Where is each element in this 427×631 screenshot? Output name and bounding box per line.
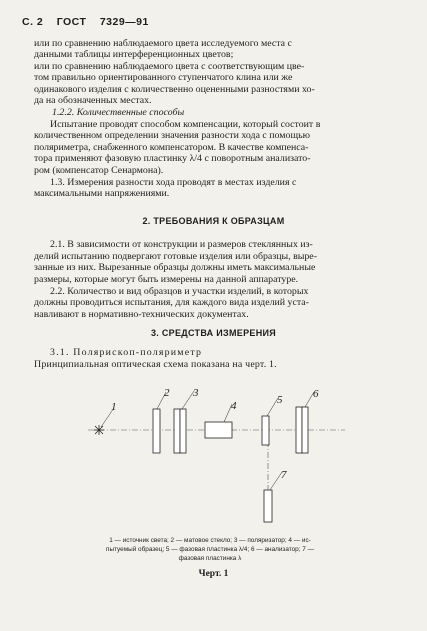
label-2: 2: [164, 387, 170, 399]
intro-line-2: данными таблицы интерференционных цветов;: [34, 49, 234, 60]
label-4: 4: [231, 400, 237, 412]
s122-line-5: ром (компенсатор Сенармона).: [34, 165, 164, 176]
full-wave-plate: [264, 490, 272, 522]
s21-line-2: делий испытанию подвергают готовые изделия или образцы, выре-: [34, 251, 317, 262]
intro-line-1: или по сравнению наблюдаемого цвета исследуемого места с: [34, 38, 292, 49]
intro-line-5: одинакового изделия с количественно оцененными разностями хо-: [34, 84, 315, 95]
analyzer-plate-a: [296, 407, 302, 453]
section-3-heading: 3. СРЕДСТВА ИЗМЕРЕНИЯ: [150, 328, 277, 338]
s21-line-4: размеры, которые могут быть измерены на данной аппаратуре.: [34, 274, 299, 285]
intro-line-4: том правильно ориентированного ступенчатого клина или же: [34, 72, 293, 83]
figure-caption-line-2: пытуемый образец; 5 — фазовая пластинка λ/4; 6 — анализатор; 7 —: [105, 546, 315, 553]
s122-line-2: количественном определении значения разности хода с помощью: [34, 130, 310, 141]
s22-line-2: должны проводиться испытания, для каждого вида изделий уста-: [34, 297, 309, 308]
s22-line-3: навливают в нормативно-технических документах.: [34, 309, 249, 320]
polarizer-plate-a: [174, 409, 180, 453]
label-5: 5: [277, 394, 283, 406]
s122-line-1: Испытание проводят способом компенсации, который состоит в: [50, 119, 321, 130]
s22-line-1: 2.2. Количество и вид образцов и участки изделий, в которых: [50, 286, 309, 297]
label-6: 6: [313, 388, 319, 400]
s21-line-1: 2.1. В зависимости от конструкции и размеров стеклянных из-: [50, 239, 313, 250]
s13-line-2: максимальными напряжениями.: [34, 188, 170, 199]
s13-line-1: 1.3. Измерения разности хода проводят в местах изделия с: [50, 177, 297, 188]
standard-label: ГОСТ: [56, 16, 87, 28]
quarter-wave-plate: [262, 416, 269, 445]
s31-title: 3.1. Полярископ-поляриметр: [50, 347, 203, 358]
s122-line-3: поляриметра, снабженного компенсатором. В качестве компенса-: [34, 142, 309, 153]
standard-number: 7329—91: [99, 16, 149, 28]
s122-line-4: тора применяют фазовую пластинку λ/4 с поворотным анализато-: [34, 153, 311, 164]
s21-line-3: занные из них. Вырезанные образцы должны иметь максимальные: [34, 262, 316, 273]
light-source-icon: [94, 425, 104, 435]
figure-caption-line-1: 1 — источник света; 2 — матовое стекло; 3 — поляризатор; 4 — ис-: [109, 537, 311, 544]
label-7: 7: [281, 469, 287, 481]
matte-glass-plate: [153, 409, 160, 453]
intro-line-3: или по сравнению наблюдаемого цвета с соответствующим цве-: [34, 61, 305, 72]
polarizer-plate-b: [180, 409, 186, 453]
page-number: С. 2: [22, 16, 44, 28]
label-1: 1: [111, 401, 117, 413]
analyzer-plate-b: [302, 407, 308, 453]
test-specimen: [205, 422, 232, 438]
figure-title: Черт. 1: [198, 569, 229, 579]
section-1-2-2-title: 1.2.2. Количественные способы: [52, 107, 185, 118]
figure-caption-line-3: фазовая пластинка λ: [178, 555, 242, 562]
intro-line-6: да на обозначенных местах.: [34, 95, 152, 106]
label-3: 3: [193, 387, 199, 399]
s31-text: Принципиальная оптическая схема показана на черт. 1.: [34, 359, 277, 370]
section-2-heading: 2. ТРЕБОВАНИЯ К ОБРАЗЦАМ: [142, 216, 285, 226]
